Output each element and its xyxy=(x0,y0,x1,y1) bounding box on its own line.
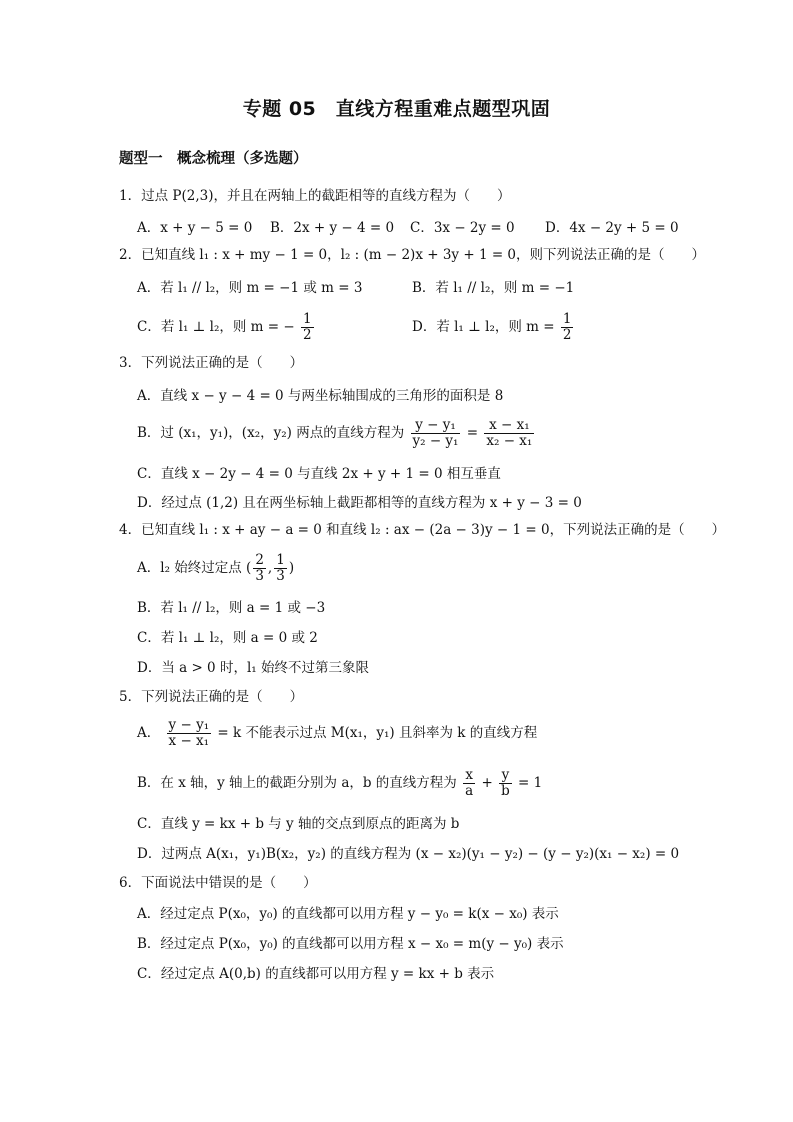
question-5-option-a xyxy=(137,718,537,749)
fraction-numerator: y − y₁ xyxy=(411,418,461,434)
section-heading: 题型一 概念梳理（多选题） xyxy=(119,151,308,167)
question-2-option-c-text: C．若 l₁ ⊥ l₂，则 m = − xyxy=(137,319,295,335)
question-5-option-a-text: = k 不能表示过点 M(x₁，y₁) 且斜率为 k 的直线方程 xyxy=(217,725,538,741)
fraction-denominator: b xyxy=(501,783,510,799)
question-3-option-d: D．经过点 (1,2) 且在两坐标轴上截距都相等的直线方程为 x + y − 3 = 0 xyxy=(137,495,582,511)
question-3-stem: 3．下列说法正确的是（ ） xyxy=(119,355,304,371)
fraction-numerator: 1 xyxy=(276,552,285,568)
fraction-denominator: 2 xyxy=(562,327,572,343)
fraction-numerator: 1 xyxy=(562,311,572,327)
option-label: A． xyxy=(137,725,161,741)
question-2-stem: 2．已知直线 l₁ : x + my − 1 = 0，l₂ : (m − 2)x + 3y + 1 = 0，则下列说法正确的是（ ） xyxy=(119,247,706,263)
intercept-y-fraction xyxy=(499,768,512,799)
fraction-numerator: 2 xyxy=(255,552,264,568)
page-title: 专题 05 直线方程重难点题型巩固 xyxy=(242,98,551,120)
question-3-option-b xyxy=(137,418,536,449)
question-6-stem: 6．下面说法中错误的是（ ） xyxy=(119,875,317,891)
question-2-option-d-text: D．若 l₁ ⊥ l₂，则 m = xyxy=(412,319,555,335)
question-2-option-d xyxy=(412,312,575,343)
question-5-option-b xyxy=(137,768,542,799)
plus-sign: + xyxy=(481,775,493,791)
fraction-numerator: x − x₁ xyxy=(484,418,534,434)
fraction-denominator: 2 xyxy=(302,327,312,343)
question-3-option-b-text: B．过 (x₁，y₁)，(x₂，y₂) 两点的直线方程为 xyxy=(137,425,405,441)
comma: , xyxy=(267,560,273,576)
question-5-option-b-text: B．在 x 轴，y 轴上的截距分别为 a，b 的直线方程为 xyxy=(137,775,457,791)
fraction-numerator: 1 xyxy=(302,311,312,327)
question-5-option-d: D．过两点 A(x₁，y₁)B(x₂，y₂) 的直线方程为 (x − x₂)(y₁ − y₂) − (y − y₂)(x₁ − x₂) = 0 xyxy=(137,846,680,862)
fraction-denominator: x₂ − x₁ xyxy=(486,433,533,449)
equation-tail: = 1 xyxy=(518,775,543,791)
slope-fraction xyxy=(167,718,212,749)
equals-sign: = xyxy=(466,425,479,441)
fraction-numerator: x xyxy=(463,768,475,784)
fraction-numerator: y xyxy=(499,768,512,784)
question-3-option-c: C．直线 x − 2y − 4 = 0 与直线 2x + y + 1 = 0 相互垂直 xyxy=(137,466,501,482)
intercept-x-fraction xyxy=(463,768,475,799)
fraction-one-half xyxy=(301,312,314,343)
point-y-fraction xyxy=(274,553,287,584)
question-1-option-a: A．x + y − 5 = 0 xyxy=(137,220,253,236)
fraction-denominator: x − x₁ xyxy=(168,733,210,749)
point-x-fraction xyxy=(253,553,266,584)
question-6-option-c: C．经过定点 A(0,b) 的直线都可以用方程 y = kx + b 表示 xyxy=(137,966,495,982)
question-4-option-a-text: A．l₂ 始终过定点 ( xyxy=(137,560,252,576)
close-paren: ) xyxy=(288,560,295,576)
fraction-one-half xyxy=(561,312,574,343)
question-4-stem: 4．已知直线 l₁ : x + ay − a = 0 和直线 l₂ : ax − (2a − 3)y − 1 = 0，下列说法正确的是（ ） xyxy=(119,522,726,538)
question-3-option-a: A．直线 x − y − 4 = 0 与两坐标轴围成的三角形的面积是 8 xyxy=(137,388,504,404)
question-4-option-d: D．当 a > 0 时，l₁ 始终不过第三象限 xyxy=(137,660,369,676)
question-2-option-b: B．若 l₁ // l₂，则 m = −1 xyxy=(412,280,575,296)
fraction-y-part xyxy=(411,418,461,449)
question-5-stem: 5．下列说法正确的是（ ） xyxy=(119,689,304,705)
question-1-option-c: C．3x − 2y = 0 xyxy=(410,220,515,236)
fraction-denominator: y₂ − y₁ xyxy=(412,433,459,449)
fraction-x-part xyxy=(484,418,534,449)
question-4-option-c: C．若 l₁ ⊥ l₂，则 a = 0 或 2 xyxy=(137,630,318,646)
question-6-option-b: B．经过定点 P(x₀，y₀) 的直线都可以用方程 x − x₀ = m(y − y₀) 表示 xyxy=(137,936,564,952)
question-4-option-b: B．若 l₁ // l₂，则 a = 1 或 −3 xyxy=(137,600,326,616)
fraction-numerator: y − y₁ xyxy=(168,717,210,733)
question-1-option-b: B．2x + y − 4 = 0 xyxy=(270,220,395,236)
fraction-denominator: 3 xyxy=(255,568,264,584)
question-6-option-a: A．经过定点 P(x₀，y₀) 的直线都可以用方程 y − y₀ = k(x − x₀) 表示 xyxy=(137,906,559,922)
question-5-option-c: C．直线 y = kx + b 与 y 轴的交点到原点的距离为 b xyxy=(137,816,460,832)
fraction-denominator: 3 xyxy=(276,568,285,584)
question-2-option-c xyxy=(137,312,316,343)
question-1-stem: 1．过点 P(2,3)，并且在两轴上的截距相等的直线方程为（ ） xyxy=(119,188,511,204)
question-4-option-a xyxy=(137,553,294,584)
question-1-option-d: D．4x − 2y + 5 = 0 xyxy=(545,220,679,236)
question-2-option-a: A．若 l₁ // l₂，则 m = −1 或 m = 3 xyxy=(137,280,363,296)
fraction-denominator: a xyxy=(465,783,474,799)
